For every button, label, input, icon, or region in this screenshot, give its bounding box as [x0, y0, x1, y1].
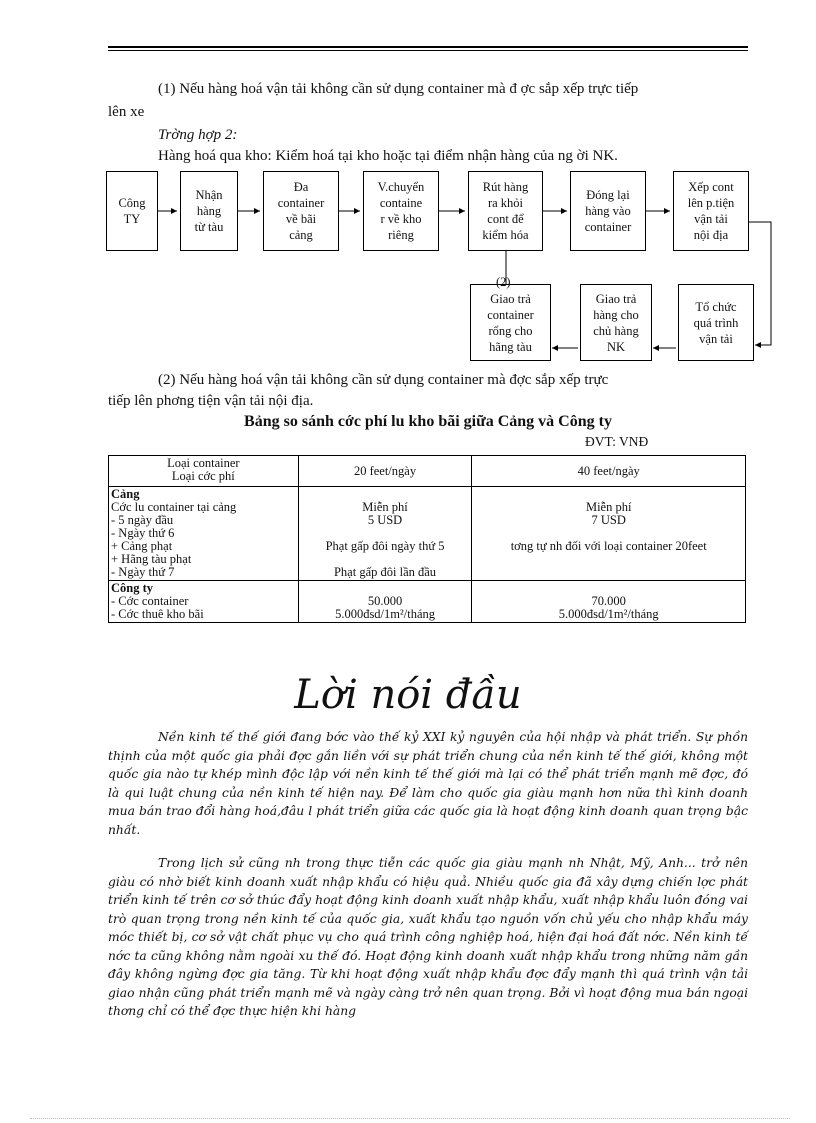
port-label: - Ngày thứ 7	[111, 565, 175, 579]
header-40ft: 40 feet/ngày	[472, 456, 746, 487]
flow-box-dong-lai: Đóng lại hàng vào container	[570, 171, 646, 251]
flow-box-xep-cont: Xếp cont lên p.tiện vận tải nội địa	[673, 171, 749, 251]
port-label: - 5 ngày đầu	[111, 513, 174, 527]
flow-box-van-chuyen: V.chuyển containe r về kho riêng	[363, 171, 439, 251]
note2-line1: (2) Nếu hàng hoá vận tải không cần sử dụng container mà đợc sắp xếp trực	[158, 372, 609, 388]
company-20ft-value: 50.000	[367, 594, 403, 608]
paragraph-1: Nền kinh tế thế giới đang bớc vào thế kỷ XXI kỷ nguyên của hội nhập và phát triển. Sự phồn thịnh của một quốc gia phải đợc gắn liền với sự phát triển chung của nền kinh tế thế giới, không một quốc gia nào tự khép mình độc lập với nền kinh tế thế giới mà lại có thể phát triển mạnh mẽ đợc, đó là qui luật chung của nền kinh tế hiện nay. Để làm cho quốc gia giàu mạnh hơn nữa thì kinh doanh mua bán trao đổi hàng hoá,đâu l phát triển giữa các quốc gia là hoạt động kinh doanh quan trọng bậc nhất.	[108, 730, 748, 837]
header-20ft: 20 feet/ngày	[298, 456, 472, 487]
header-fee-type: Loại cớc phí	[171, 469, 235, 483]
note2-line2: tiếp lên phơng tiện vận tải nội địa.	[108, 393, 314, 409]
port-label: - Ngày thứ 6	[111, 526, 175, 540]
note1-line2: lên xe	[108, 104, 145, 120]
port-40ft-value: Miễn phí	[585, 500, 632, 514]
flow-box-cong-ty: Công TY	[106, 171, 158, 251]
fee-comparison-table	[108, 455, 746, 623]
port-label: + Hãng tàu phạt	[111, 552, 192, 566]
flow-box-rut-hang: Rút hàng ra khỏi cont để kiểm hóa	[468, 171, 543, 251]
company-heading: Công ty	[111, 581, 154, 595]
table-row-port	[109, 487, 746, 581]
port-40ft-value: 7 USD	[591, 513, 626, 527]
case-label: Trờng hợp 2:	[158, 127, 238, 143]
port-40ft-value: tơng tự nh đối với loại container 20feet	[510, 539, 707, 553]
flow-box-da-container: Đa container về bãi cảng	[263, 171, 339, 251]
port-label: Cớc lu container tại cảng	[111, 500, 237, 514]
table-unit: ĐVT: VNĐ	[585, 434, 649, 449]
company-label: - Cớc thuê kho bãi	[111, 607, 204, 621]
flow-marker-2: (2)	[496, 275, 511, 289]
note1-line1: (1) Nếu hàng hoá vận tải không cần sử dụng container mà đ ợc sắp xếp trực tiếp	[158, 81, 639, 97]
case-description: Hàng hoá qua kho: Kiểm hoá tại kho hoặc tại điểm nhận hàng của ng ời NK.	[158, 148, 618, 164]
table-row-company	[109, 581, 746, 623]
section-heading: Lời nói đầu	[294, 672, 522, 718]
paragraph-2: Trong lịch sử cũng nh trong thực tiễn các quốc gia giàu mạnh nh Nhật, Mỹ, Anh... trở nên giàu có nhờ biết kinh doanh xuất nhập khẩu có hiệu quả. Nhiều quốc gia đã xây dựng chiến lợc phát triển kinh tế trên cơ sở thúc đẩy hoạt động kinh doanh xuất nhập khẩu, xuất nhập khẩu luôn đóng vai trò quan trọng trong nền kinh tế của quốc gia, xuất khẩu tạo nguồn vốn chủ yếu cho nhập khẩu máy móc thiết bị, cơ sở vật chất phục vụ cho quá trình công nghiệp hoá, hiện đại hoá đất nớc. Nền kinh tế nớc ta cũng không nằm ngoài xu thế đó. Hoạt động kinh doanh xuất nhập khẩu trong những năm gần đây không ngừng đợc gia tăng. Từ khi hoạt động xuất nhập khẩu đợc đẩy mạnh thì quá trình vận tải giao nhận cũng phát triển mạnh mẽ và ngày càng trở nên quan trọng. Bởi vì hoạt động mua bán ngoại thơng chỉ có thể đợc thực hiện khi hàng	[108, 856, 748, 1018]
company-20ft-value: 5.000đsd/1m²/tháng	[335, 607, 435, 621]
port-20ft-value: 5 USD	[367, 513, 403, 527]
port-20ft-value: Phạt gấp đôi lần đầu	[333, 565, 437, 579]
flow-box-giao-tra-hang: Giao trả hàng cho chủ hàng NK	[580, 284, 652, 361]
flow-box-giao-tra-container: Giao trả container rổng cho hãng tàu	[470, 284, 551, 361]
footer-dotted-line	[30, 1118, 790, 1119]
port-20ft-value: Miễn phí	[362, 500, 408, 514]
table-header-row	[109, 456, 746, 487]
flow-box-to-chuc: Tổ chức quá trình vận tải	[678, 284, 754, 361]
company-40ft-value: 70.000	[591, 594, 626, 608]
port-heading: Cảng	[111, 487, 140, 501]
flow-box-nhan-hang: Nhận hàng từ tàu	[180, 171, 238, 251]
port-20ft-value: Phạt gấp đôi ngày thứ 5	[325, 539, 445, 553]
company-label: - Cớc container	[111, 594, 189, 608]
header-container-type: Loại container	[167, 456, 240, 470]
table-title: Bảng so sánh cớc phí lu kho bãi giữa Cảng và Công ty	[244, 413, 612, 430]
company-40ft-value: 5.000đsd/1m²/tháng	[558, 607, 659, 621]
port-label: + Cảng phạt	[111, 539, 173, 553]
